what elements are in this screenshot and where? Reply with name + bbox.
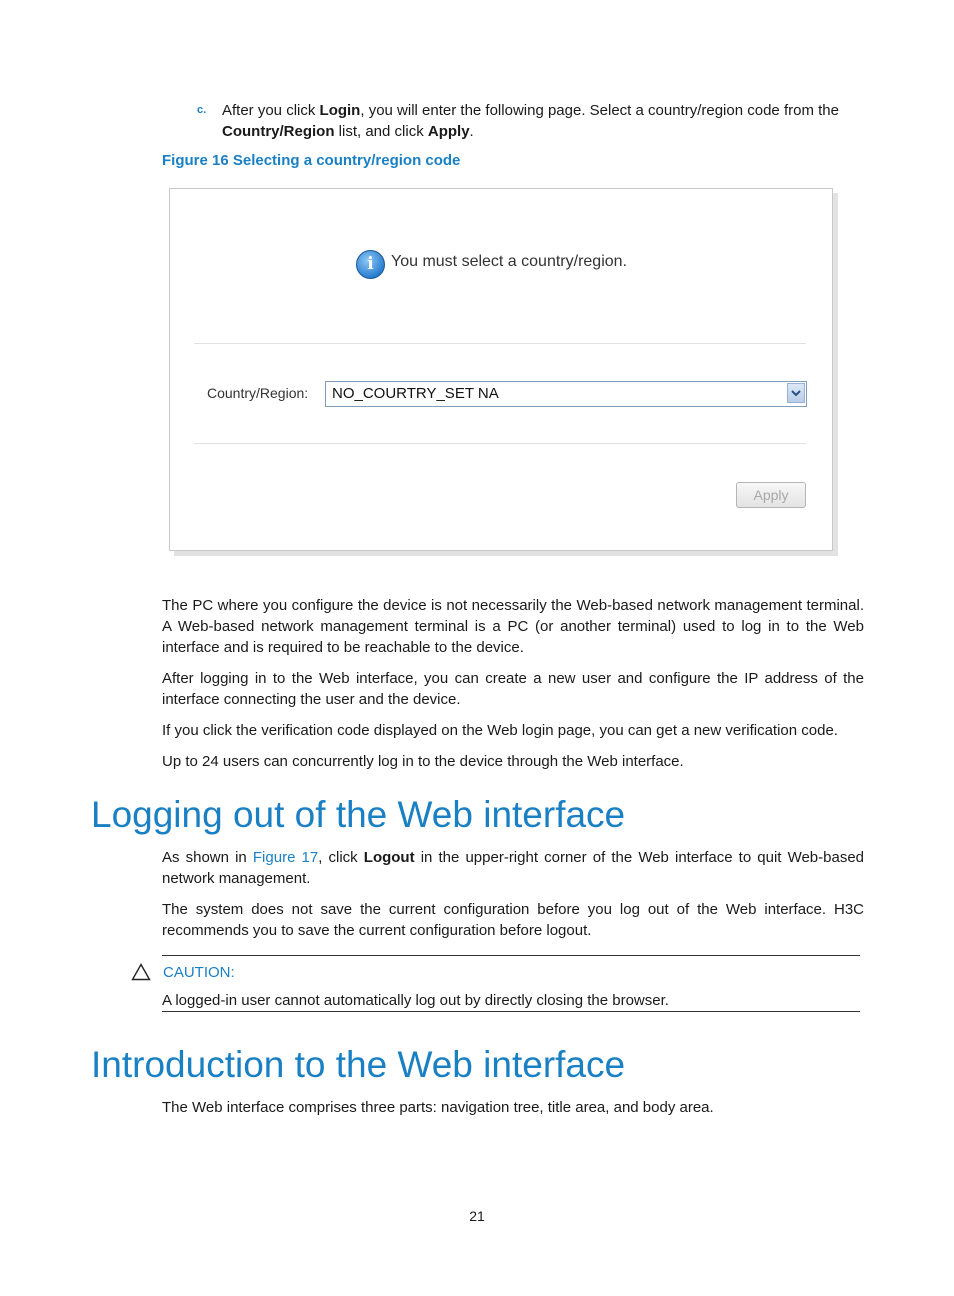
chevron-down-icon[interactable]	[787, 383, 805, 403]
paragraph: After logging in to the Web interface, you can create a new user and configure the IP address of the interface connecting the user and the device.	[162, 670, 864, 708]
step-text: .	[469, 123, 474, 140]
country-region-label: Country/Region:	[207, 385, 309, 401]
section-heading-logout: Logging out of the Web interface	[91, 794, 626, 835]
caution-bottom-rule	[162, 1011, 860, 1012]
login-term: Login	[319, 102, 361, 119]
divider	[194, 443, 806, 444]
apply-button[interactable]: Apply	[736, 482, 806, 508]
figure-17-link[interactable]: Figure 17	[252, 849, 319, 866]
step-instruction	[222, 100, 864, 142]
step-line-2	[222, 121, 864, 142]
paragraph-text: in the upper-right corner of the Web interface to quit Web-based network management.	[162, 849, 865, 887]
caution-text: A logged-in user cannot automatically log out by directly closing the browser.	[162, 992, 669, 1009]
section-heading-introduction: Introduction to the Web interface	[91, 1044, 626, 1085]
caution-label: CAUTION:	[163, 964, 235, 981]
country-region-select[interactable]	[325, 381, 807, 407]
paragraph: The Web interface comprises three parts: navigation tree, title area, and body area.	[162, 1099, 714, 1116]
logout-term: Logout	[363, 849, 415, 866]
paragraph: The system does not save the current configuration before you log out of the Web interface. H3C recommends you to save the current configuration before logout.	[162, 901, 864, 939]
divider	[194, 343, 806, 344]
warning-triangle-icon	[131, 963, 151, 981]
paragraph: Up to 24 users can concurrently log in to the device through the Web interface.	[162, 753, 684, 770]
info-message: You must select a country/region.	[391, 253, 627, 270]
paragraph-text: , click	[318, 849, 364, 866]
step-text: , you will enter the following page. Select a country/region code from the	[360, 102, 839, 119]
figure-screenshot	[169, 188, 833, 551]
info-icon: i	[356, 250, 385, 279]
paragraph	[162, 847, 864, 889]
caution-top-rule	[162, 955, 860, 956]
step-text: After you click	[222, 102, 320, 119]
step-letter: c.	[197, 104, 207, 116]
page-number: 21	[469, 1208, 485, 1224]
paragraph-text: As shown in	[162, 849, 253, 866]
paragraph: The PC where you configure the device is not necessarily the Web-based network management terminal. A Web-based network management terminal is a PC (or another terminal) used to log in to the Web interface and is required to be reachable to the device.	[162, 597, 864, 656]
apply-term: Apply	[427, 123, 470, 140]
figure-caption: Figure 16 Selecting a country/region code	[162, 152, 461, 169]
paragraph: If you click the verification code displayed on the Web login page, you can get a new verification code.	[162, 722, 838, 739]
select-value: NO_COURTRY_SET NA	[332, 385, 499, 402]
step-line-1	[222, 100, 864, 121]
step-text: list, and click	[334, 123, 428, 140]
country-region-term: Country/Region	[222, 123, 335, 140]
